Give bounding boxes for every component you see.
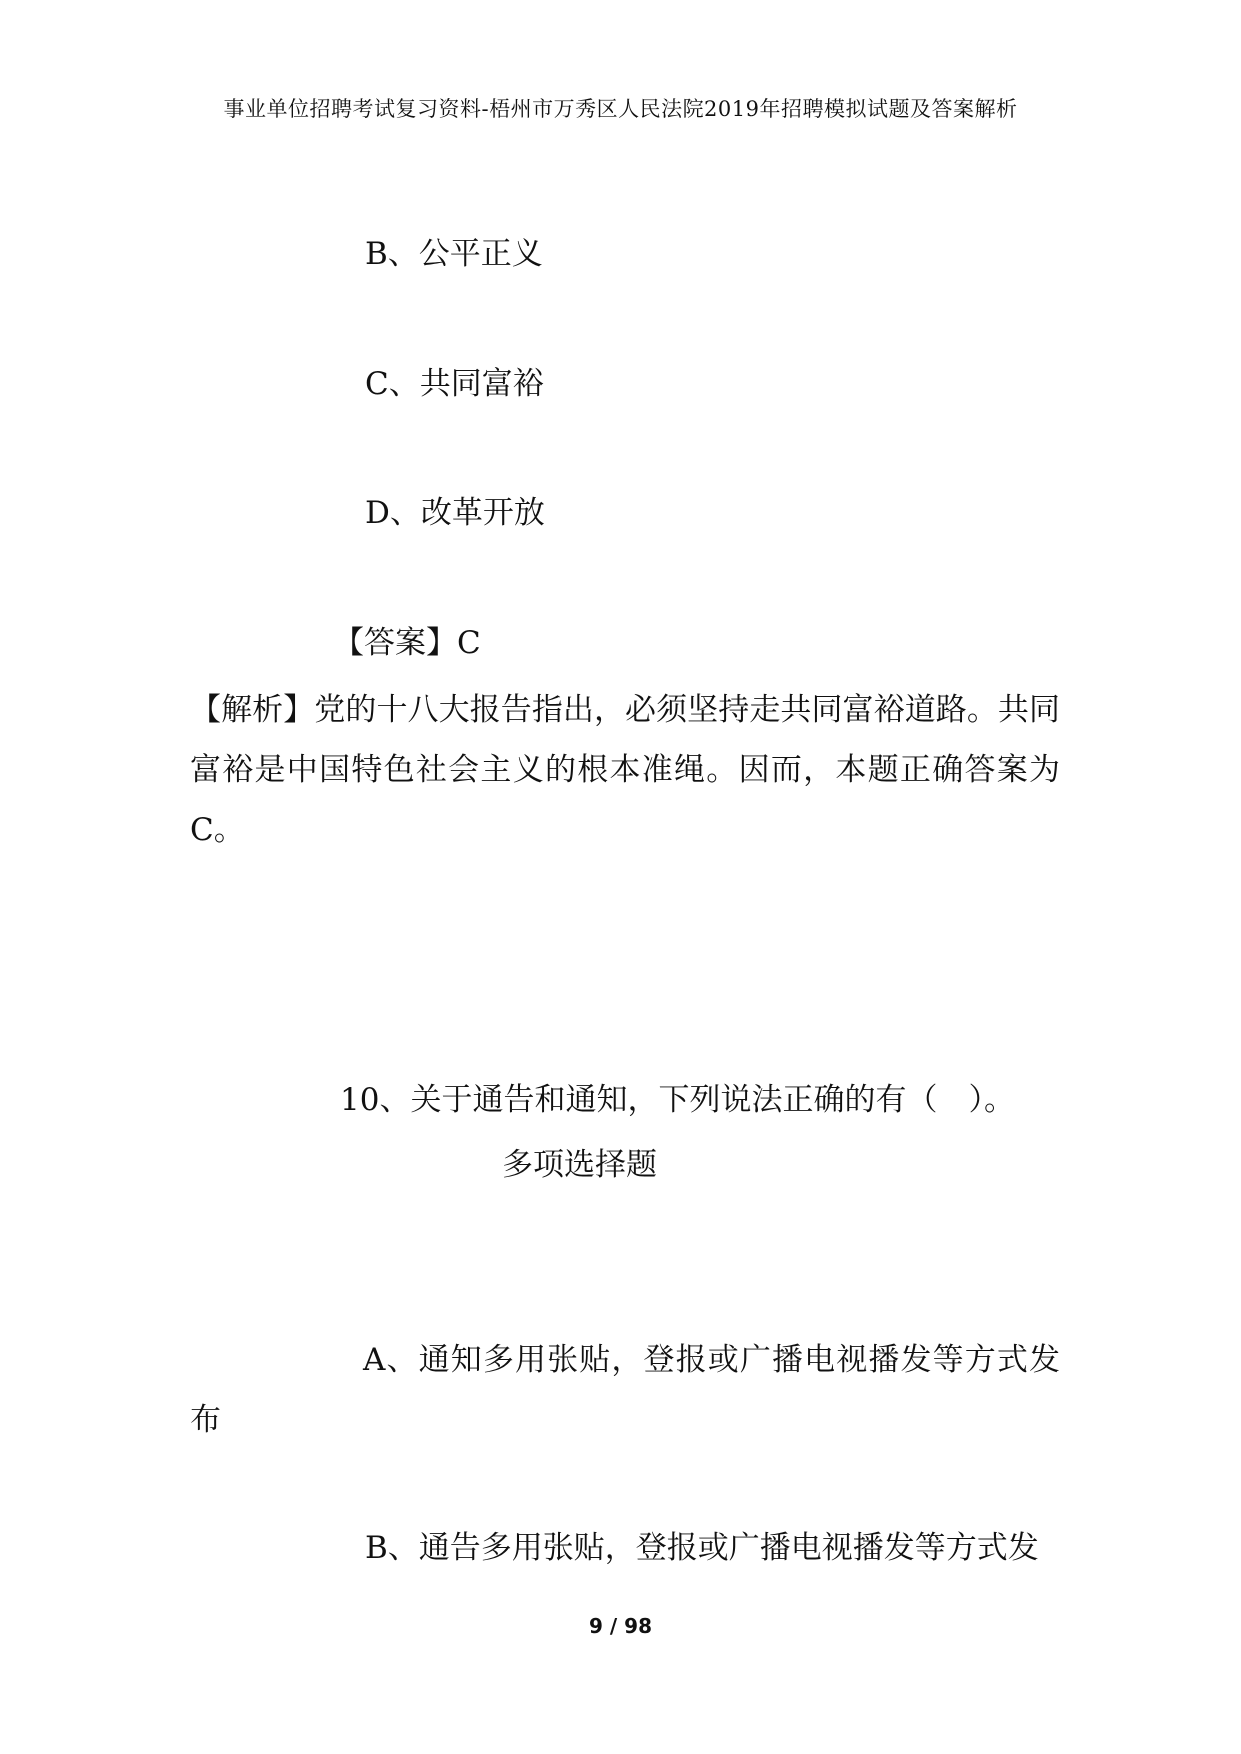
q9-option-b: B、公平正义 [365,236,543,272]
q10-question: 10、关于通告和通知，下列说法正确的有（ ）。 [340,1082,1015,1118]
q10-question-type: 多项选择题 [502,1147,657,1183]
q10-option-a: A、通知多用张贴，登报或广播电视播发等方式发布 [190,1342,1060,1438]
q9-option-d: D、改革开放 [365,495,545,531]
q9-option-c: C、共同富裕 [365,366,544,402]
page-number: 9 / 98 [589,1614,652,1638]
q10-option-b: B、通告多用张贴，登报或广播电视播发等方式发 [365,1530,1039,1566]
document-header: 事业单位招聘考试复习资料-梧州市万秀区人民法院2019年招聘模拟试题及答案解析 [223,97,1018,121]
q9-answer: 【答案】C [333,625,481,661]
q9-analysis: 【解析】党的十八大报告指出，必须坚持走共同富裕道路。共同富裕是中国特色社会主义的根本准绳。因而，本题正确答案为C。 [190,692,1060,848]
